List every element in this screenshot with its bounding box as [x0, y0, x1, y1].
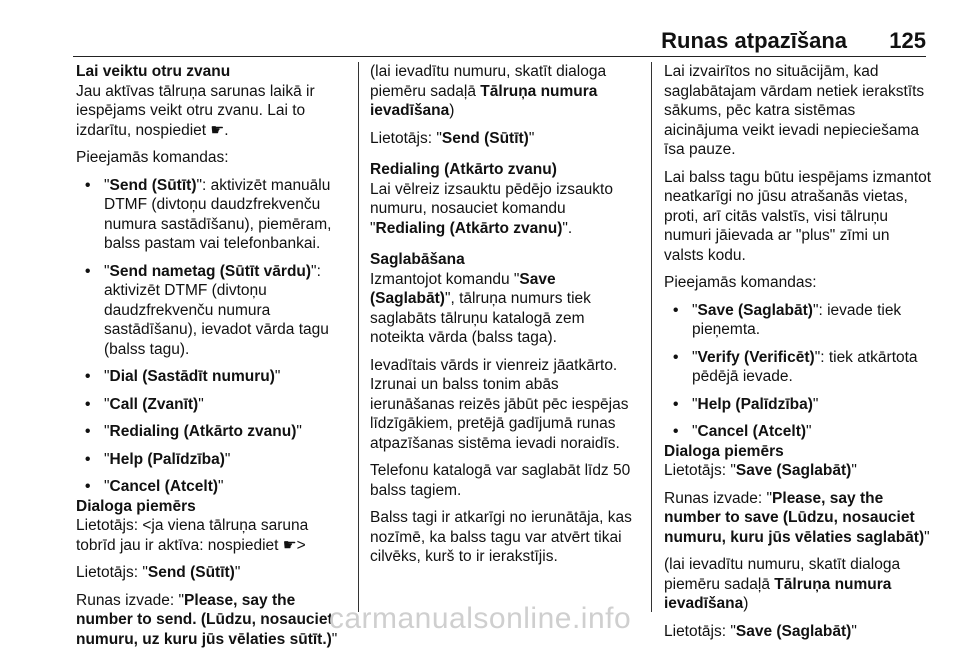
commands-label: Pieejamās komandas: — [664, 274, 817, 291]
dialog-user-line: Lietotājs: "Send (Sūtīt)" — [370, 129, 535, 147]
command-list — [76, 176, 348, 497]
paragraph — [370, 62, 640, 121]
dialog-system-text: Please, say the number to send. (Lūdzu, nosauciet numuru, uz kuru jūs vēlaties sūtīt.) — [76, 591, 333, 648]
speaker-label: Lietotājs: — [664, 622, 731, 640]
column-divider-1 — [358, 62, 359, 612]
text: , tālruņa numurs tiek saglabāts tālruņu katalogā zem noteikta vārda (balss taga). — [370, 290, 591, 346]
command-desc: : aktivizēt manuālu DTMF (divtoņu daudzfrekvenču numura sastādīšanu), piemēram, balss pastam vai telefonbankai. — [104, 176, 332, 252]
command-name: Save (Saglabāt) — [370, 270, 556, 307]
text: (lai ievadītu numuru, skatīt dialoga piemēru sadaļā — [370, 63, 607, 100]
command-desc: : aktivizēt DTMF (divtoņu daudzfrekvenču numura sastādīšanu), ievadot vārda tagu (balss tagu). — [104, 262, 329, 358]
speaker-label: Runas izvade: — [664, 489, 767, 507]
text: (lai ievadītu numuru, skatīt dialoga piemēru sadaļā — [664, 556, 901, 593]
dialog-command: Save (Saglabāt) — [735, 462, 852, 479]
text: ) — [743, 595, 749, 612]
command-name: Redialing (Atkārto zvanu) — [375, 219, 563, 237]
commands-label: Pieejamās komandas: — [76, 149, 229, 166]
text: Lai vēlreiz izsauktu pēdējo izsaukto numuru, nosauciet komandu — [370, 180, 613, 217]
column-3 — [664, 62, 932, 649]
paragraph: Balss tagi ir atkarīgi no ierunātāja, kas nozīmē, ka balss tagu var atvērt tikai cilvēks, kurš to ir ierakstījis. — [370, 509, 632, 565]
page-title: Runas atpazīšana — [661, 28, 847, 53]
command-name: Help (Palīdzība) — [697, 395, 813, 413]
command-list — [664, 301, 932, 442]
paragraph: Lai balss tagu būtu iespējams izmantot neatkarīgi no jūsu atrašanās vietas, proti, arī citās valstīs, visi tālruņu numuri jāievada ar "plus" zīmi un valsts kodu. — [664, 168, 932, 264]
list-item: • "Redialing (Atkārto zvanu)" — [104, 422, 348, 442]
dialog-line: Lietotājs: <ja viena tālruņa saruna tobrīd jau ir aktīva: nospiediet ☛> — [76, 517, 309, 554]
cross-reference: Tālruņa numura ievadīšana — [664, 575, 892, 612]
speaker-label: Lietotājs: — [664, 462, 731, 479]
column-1 — [76, 62, 348, 657]
dialog-system-line: Runas izvade: "Please, say the number to save (Lūdzu, nosauciet numuru, kuru jūs vēlaties saglabāt)" — [664, 489, 930, 546]
list-item: • "Verify (Verificēt)": tiek atkārtota pēdējā ievade. — [692, 348, 932, 387]
speaker-label: Runas izvade: — [76, 591, 179, 609]
command-desc: : ievade tiek pieņemta. — [692, 301, 902, 338]
list-item: • "Help (Palīdzība)" — [104, 450, 348, 470]
page-header — [0, 0, 960, 57]
dialog-user-line: Lietotājs: "Send (Sūtīt)" — [76, 564, 241, 581]
list-item: • "Call (Zvanīt)" — [104, 395, 348, 415]
command-name: Call (Zvanīt) — [109, 395, 199, 413]
section-heading-second-call: Lai veiktu otru zvanu — [76, 63, 231, 80]
speaker-label: Lietotājs: — [76, 564, 143, 581]
speaker-label: Lietotājs: — [370, 129, 437, 147]
text: Izmantojot komandu — [370, 270, 514, 288]
section-heading-redial: Redialing (Atkārto zvanu) — [370, 161, 557, 178]
command-name: Save (Saglabāt) — [697, 301, 813, 319]
dialog-user-line: Lietotājs: "Save (Saglabāt)" — [664, 462, 857, 479]
page-number: 125 — [889, 28, 926, 53]
dialog-user-line: Lietotājs: "Save (Saglabāt)" — [664, 622, 857, 640]
list-item: • "Send nametag (Sūtīt vārdu)": aktivizēt DTMF (divtoņu daudzfrekvenču numura sastādīšanu), ievadot vārda tagu (balss tagu). — [104, 262, 348, 360]
paragraph: Telefonu katalogā var saglabāt līdz 50 balss tagiem. — [370, 462, 631, 499]
dialog-system-text: Please, say the number to save (Lūdzu, nosauciet numuru, kuru jūs vēlaties saglabāt) — [664, 489, 925, 546]
command-name: Dial (Sastādīt numuru) — [109, 368, 275, 385]
cross-reference: Tālruņa numura ievadīšana — [370, 82, 598, 119]
paragraph: Jau aktīvas tālruņa sarunas laikā ir iespējams veikt otru zvanu. Lai to izdarītu, nospiediet ☛. — [76, 82, 315, 139]
paragraph: Lai izvairītos no situācijām, kad saglabātajam vārdam netiek ierakstīts sākums, pēc katra sistēmas aicinājuma veikt ievadi nepieciešama īsa pauze. — [664, 63, 925, 158]
watermark: carmanualsonline.info — [328, 602, 632, 635]
paragraph: Izmantojot komandu "Save (Saglabāt)", tālruņa numurs tiek saglabāts tālruņu katalogā zem noteikta vārda (balss taga). — [370, 270, 591, 346]
paragraph: Ievadītais vārds ir vienreiz jāatkārto. Izrunai un balss tonim abās ierunāšanas reizēs jābūt pēc iespējas līdzīgākiem, pretējā gadījumā runas atpazīšanas sistēma ievadi noraidīs. — [370, 356, 629, 452]
command-name: Send (Sūtīt) — [109, 176, 197, 194]
command-name: Cancel (Atcelt) — [109, 478, 219, 495]
dialog-command: Send (Sūtīt) — [441, 129, 529, 147]
header-rule — [73, 56, 926, 57]
dialog-system-line: Runas izvade: "Please, say the number to send. (Lūdzu, nosauciet numuru, uz kuru jūs vēlaties sūtīt.)" — [76, 591, 338, 648]
list-item: • "Dial (Sastādīt numuru)" — [104, 367, 348, 387]
command-name: Help (Palīdzība) — [109, 450, 225, 468]
dialog-command: Send (Sūtīt) — [147, 564, 235, 581]
column-2 — [370, 62, 640, 575]
list-item: • "Cancel (Atcelt)" — [104, 477, 348, 497]
list-item: • "Cancel (Atcelt)" — [692, 422, 932, 442]
command-name: Cancel (Atcelt) — [697, 423, 807, 440]
section-heading-save: Saglabāšana — [370, 251, 465, 268]
dialog-heading: Dialoga piemērs — [664, 442, 784, 460]
command-name: Send nametag (Sūtīt vārdu) — [109, 262, 312, 280]
text: ) — [449, 102, 455, 119]
dialog-heading: Dialoga piemērs — [76, 497, 196, 515]
column-divider-2 — [651, 62, 652, 612]
command-desc: : tiek atkārtota pēdējā ievade. — [692, 348, 918, 385]
paragraph: Lai vēlreiz izsauktu pēdējo izsaukto numuru, nosauciet komandu "Redialing (Atkārto zvanu)". — [370, 180, 613, 237]
list-item: • "Help (Palīdzība)" — [692, 395, 932, 415]
command-name: Verify (Verificēt) — [697, 348, 815, 366]
list-item: • "Save (Saglabāt)": ievade tiek pieņemta. — [692, 301, 932, 340]
command-name: Redialing (Atkārto zvanu) — [109, 423, 297, 440]
list-item: • "Send (Sūtīt)": aktivizēt manuālu DTMF (divtoņu daudzfrekvenču numura sastādīšanu), piemēram, balss pastam vai telefonbankai. — [104, 176, 348, 254]
dialog-command: Save (Saglabāt) — [735, 622, 852, 640]
